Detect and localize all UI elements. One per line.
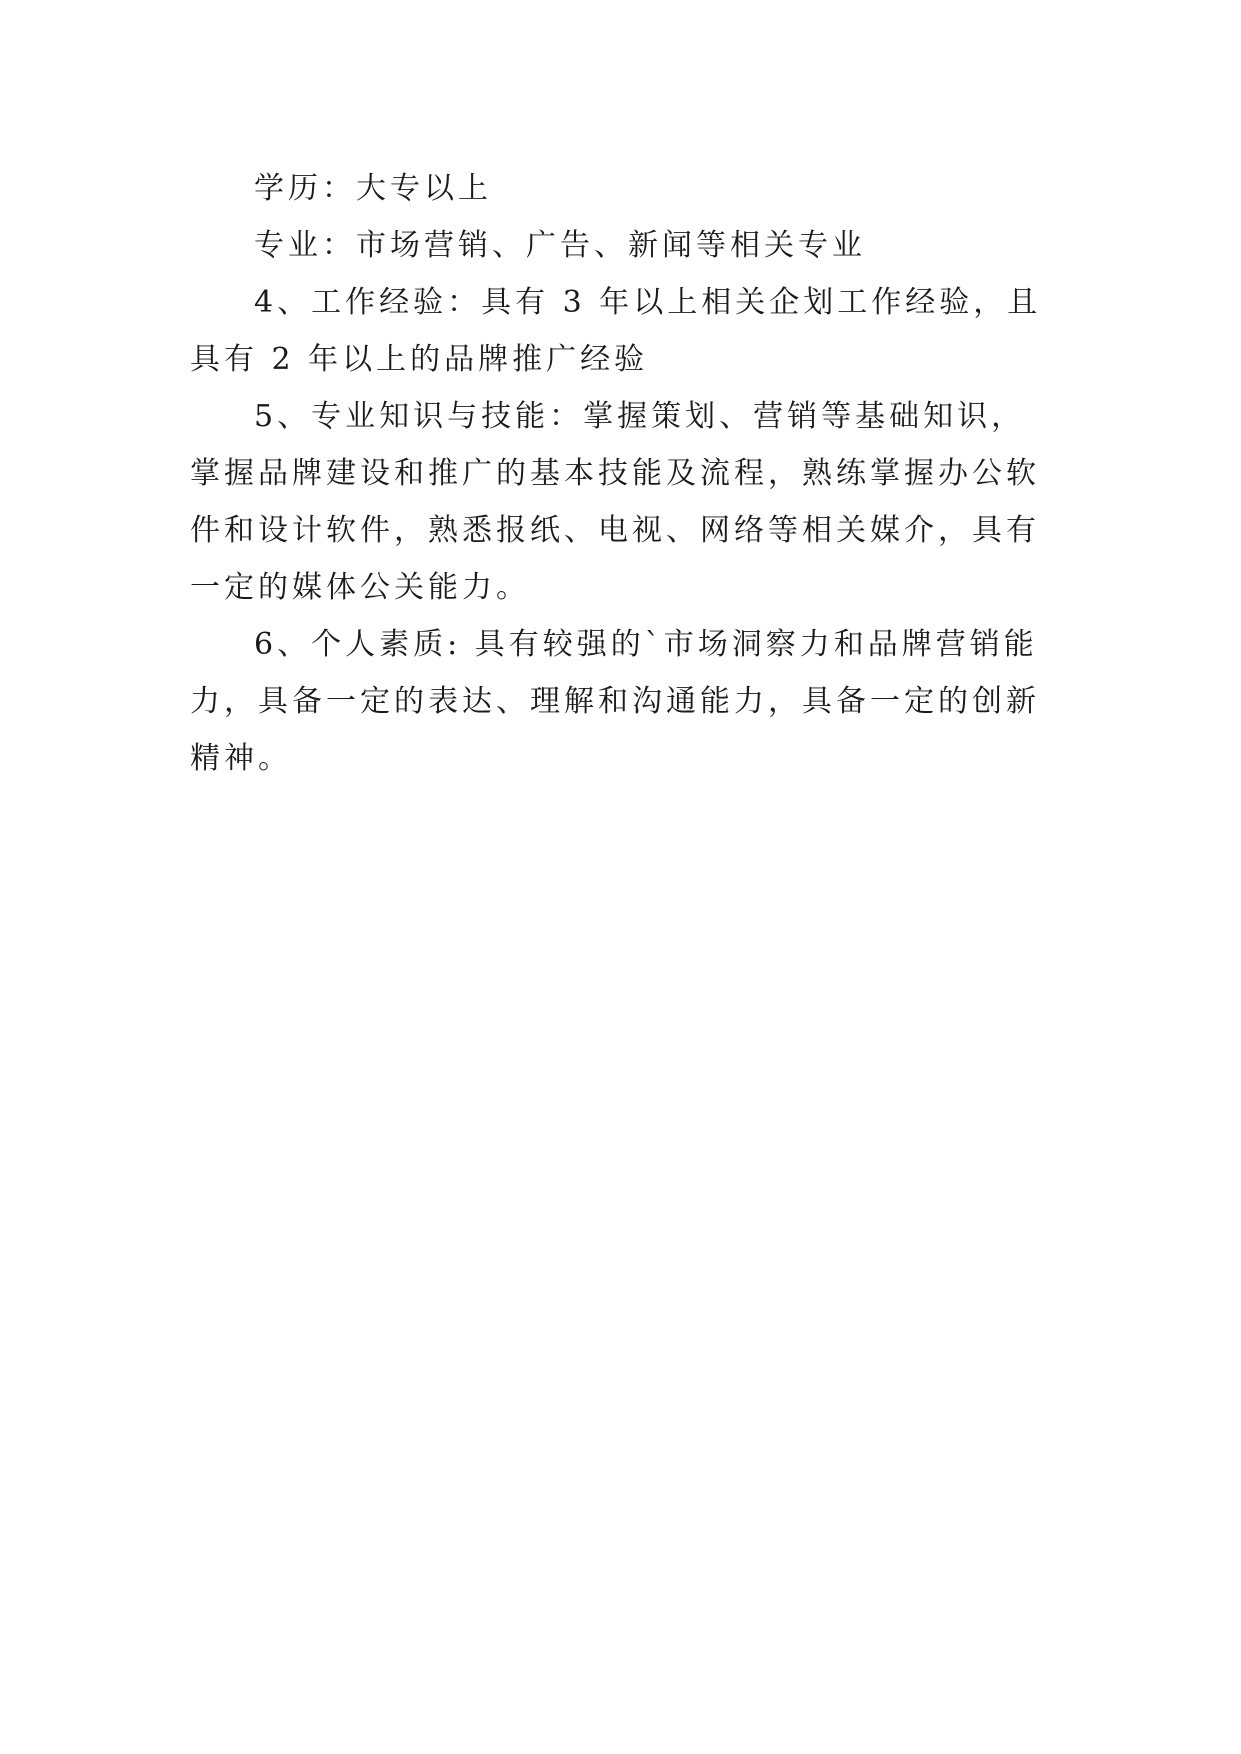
work-experience-paragraph: 4、工作经验：具有 3 年以上相关企划工作经验，且具有 2 年以上的品牌推广经验 [190,285,1042,377]
education-line: 学历：大专以上 [254,171,492,206]
major-line: 专业：市场营销、广告、新闻等相关专业 [254,228,866,263]
skills-paragraph: 5、专业知识与技能：掌握策划、营销等基础知识，掌握品牌建设和推广的基本技能及流程，熟练掌握办公软件和设计软件，熟悉报纸、电视、网络等相关媒介，具有一定的媒体公关能力。 [190,399,1040,605]
document-page [190,160,1050,787]
personal-quality-paragraph: 6、个人素质: 具有较强的`市场洞察力和品牌营销能力，具备一定的表达、理解和沟通能力，具备一定的创新精神。 [190,627,1040,776]
